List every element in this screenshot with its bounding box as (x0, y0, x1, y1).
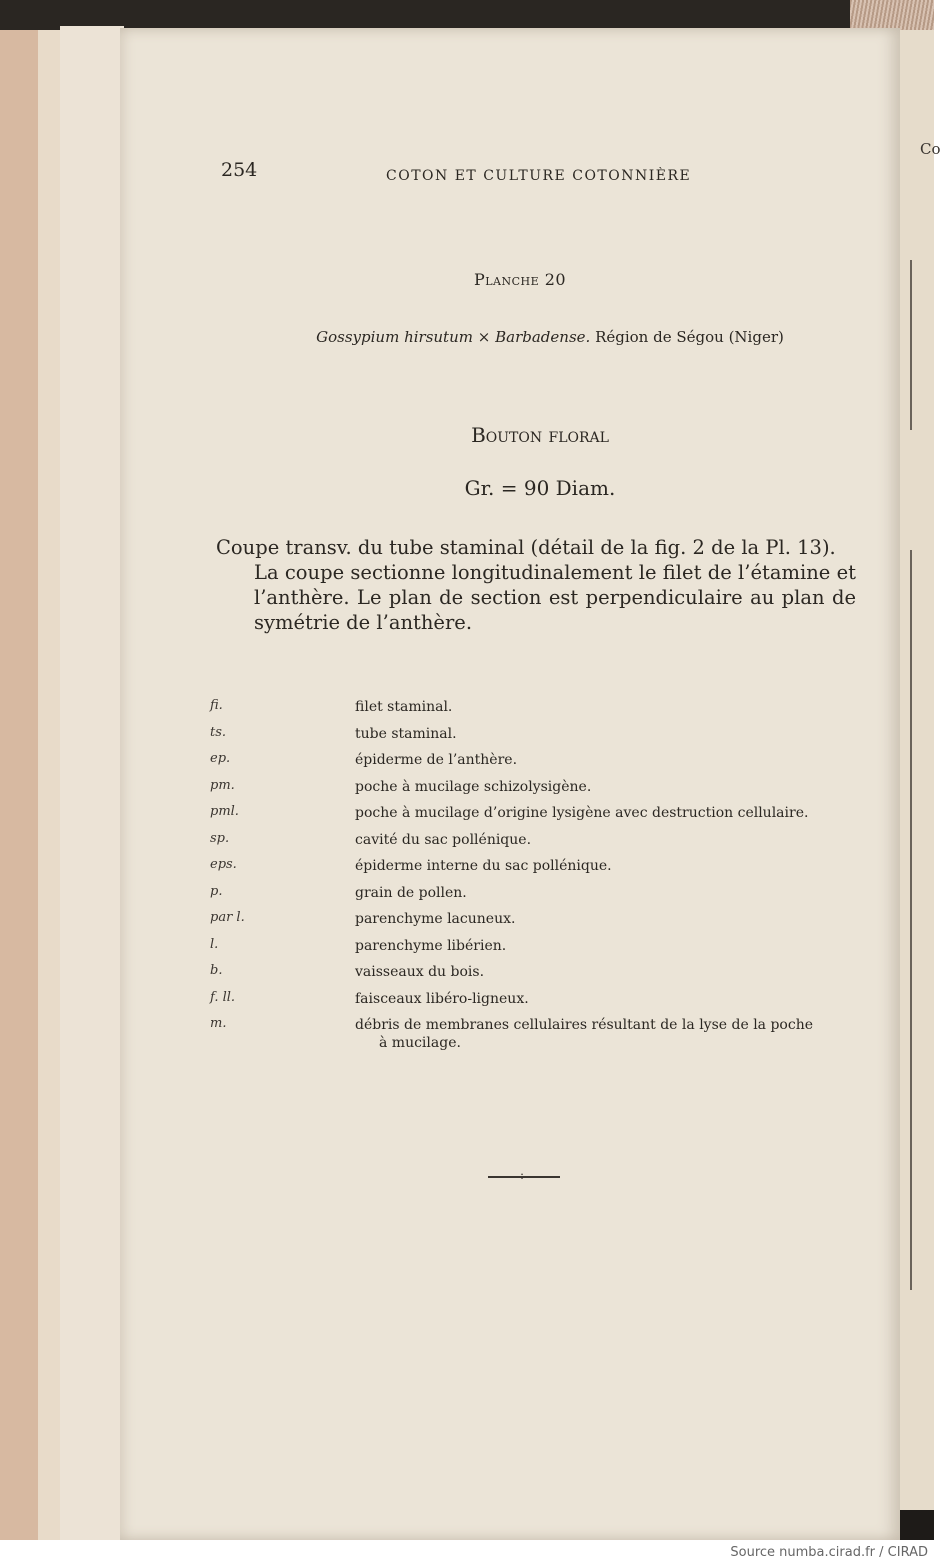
plate-title: Planche 20 (473, 270, 567, 289)
adjacent-page-rule-lower (910, 550, 912, 1290)
legend-abbr: f. ll. (210, 989, 236, 1005)
legend-row (210, 884, 860, 911)
adjacent-page-rule (910, 260, 912, 430)
end-ornament-dot: : (520, 1168, 525, 1182)
legend-abbr: pm. (210, 777, 235, 793)
running-title: COTON ET CULTURE COTONNIÈRE (386, 168, 692, 184)
legend-definition: épiderme de l’anthère. (355, 752, 518, 768)
legend-row (210, 963, 860, 990)
legend-definition: parenchyme lacuneux. (355, 911, 516, 927)
legend-row (210, 1016, 860, 1060)
book-page (120, 28, 900, 1540)
source-credit: Source numba.cirad.fr / CIRAD (730, 1545, 928, 1560)
legend-abbr: sp. (210, 830, 230, 846)
section-title: Bouton floral (471, 423, 609, 447)
legend-row (210, 778, 860, 805)
legend-abbr: p. (210, 883, 223, 899)
description-first-line: Coupe transv. du tube staminal (détail de la fig. 2 de la Pl. 13). (216, 536, 836, 559)
left-page-edge (0, 30, 41, 1540)
legend-abbr: b. (210, 963, 223, 978)
page-number: 254 (221, 159, 258, 181)
legend-abbr: ep. (210, 751, 231, 766)
legend-definition: épiderme interne du sac pollénique. (355, 858, 612, 874)
species-name-1: Gossypium hirsutum (316, 328, 473, 346)
legend-definition: vaisseaux du bois. (355, 964, 485, 980)
legend-definition: grain de pollen. (355, 884, 467, 901)
legend-abbr: pml. (210, 804, 239, 819)
legend-abbr: fi. (210, 698, 223, 713)
legend-row (210, 990, 860, 1017)
species-name-2: Barbadense. (495, 328, 591, 346)
legend-definition-line2: à mucilage. (379, 1035, 461, 1051)
legend-row (210, 804, 860, 831)
legend-definition: cavité du sac pollénique. (355, 831, 532, 848)
legend-abbr: par l. (210, 910, 245, 925)
adjacent-page (900, 30, 941, 1510)
left-page-margin (60, 26, 124, 1540)
species-region: Région de Ségou (Niger) (595, 328, 784, 346)
legend-abbr: m. (210, 1016, 227, 1031)
description-body: La coupe sectionne longitudinalement le filet de l’étamine et l’anthère. Le plan de section est perpendiculaire au plan de symétrie de l’anthère. (254, 561, 856, 634)
footer-bar (0, 1540, 934, 1566)
legend-row (210, 698, 860, 725)
magnification: Gr. = 90 Diam. (464, 476, 616, 500)
legend-list (210, 698, 860, 1060)
adjacent-page-peek-text: Co (920, 140, 941, 158)
legend-definition: poche à mucilage schizolysigène. (355, 778, 592, 795)
description (216, 535, 856, 635)
legend-row (210, 751, 860, 778)
legend-definition: tube staminal. (355, 725, 457, 742)
legend-definition (355, 1016, 855, 1052)
legend-definition-line1: débris de membranes cellulaires résultant de la lyse de la poche (355, 1017, 814, 1033)
legend-definition: filet staminal. (355, 699, 453, 715)
legend-row (210, 857, 860, 884)
legend-definition: parenchyme libérien. (355, 937, 507, 954)
legend-row (210, 910, 860, 937)
legend-definition: faisceaux libéro-ligneux. (355, 990, 529, 1007)
species-line (270, 328, 830, 346)
legend-definition: poche à mucilage d’origine lysigène avec destruction cellulaire. (355, 805, 809, 821)
legend-row (210, 831, 860, 858)
legend-abbr: eps. (210, 857, 237, 872)
legend-row (210, 937, 860, 964)
legend-abbr: l. (210, 936, 219, 952)
legend-row (210, 725, 860, 752)
hybrid-cross-symbol: × (477, 328, 491, 346)
legend-abbr: ts. (210, 724, 227, 740)
